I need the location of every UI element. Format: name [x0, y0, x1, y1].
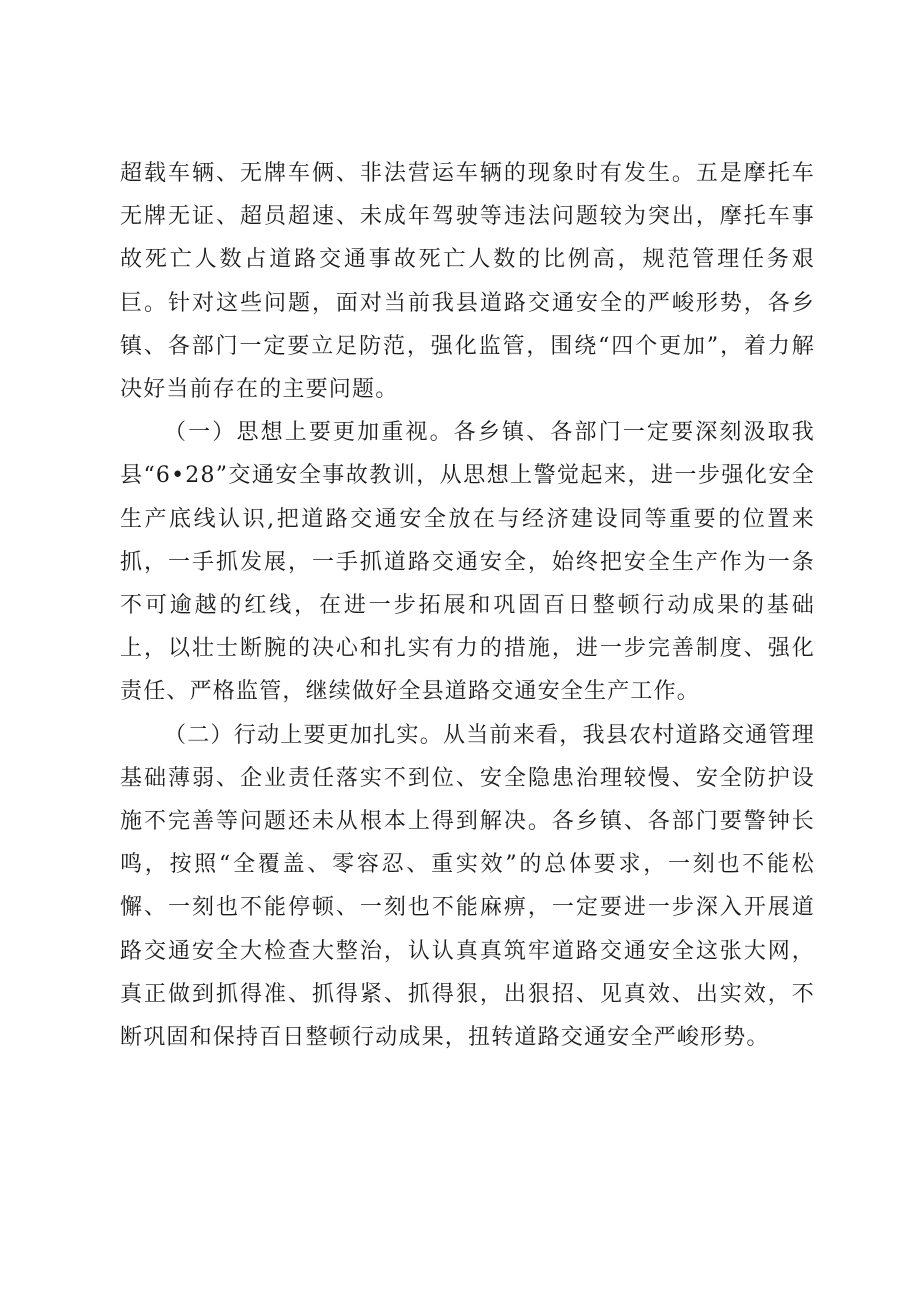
document-body — [120, 152, 815, 1059]
paragraph-section-one: （一）思想上要更加重视。各乡镇、各部门一定要深刻汲取我县“6•28”交通安全事故教训，从思想上警觉起来，进一步强化安全生产底线认识,把道路交通安全放在与经济建设同等重要的位置来抓，一手抓发展，一手抓道路交通安全，始终把安全生产作为一条不可逾越的红线，在进一步拓展和巩固百日整顿行动成果的基础上，以壮士断腕的决心和扎实有力的措施，进一步完善制度、强化责任、严格监管，继续做好全县道路交通安全生产工作。 — [120, 420, 815, 705]
paragraph-continued: 超载车辆、无牌车俩、非法营运车辆的现象时有发生。五是摩托车无牌无证、超员超速、未成年驾驶等违法问题较为突出，摩托车事故死亡人数占道路交通事故死亡人数的比例高，规范管理任务艰巨。针对这些问题，面对当前我县道路交通安全的严峻形势，各乡镇、各部门一定要立足防范，强化监管，围绕“四个更加”，着力解决好当前存在的主要问题。 — [120, 161, 815, 403]
paragraph-section-two: （二）行动上要更加扎实。从当前来看，我县农村道路交通管理基础薄弱、企业责任落实不到位、安全隐患治理较慢、安全防护设施不完善等问题还未从根本上得到解决。各乡镇、各部门要警钟长鸣，按照“全覆盖、零容忍、重实效”的总体要求，一刻也不能松懈、一刻也不能停顿、一刻也不能麻痹，一定要进一步深入开展道路交通安全大检查大整治，认认真真筑牢道路交通安全这张大网，真正做到抓得准、抓得紧、抓得狠，出狠招、见真效、出实效，不断巩固和保持百日整顿行动成果，扭转道路交通安全严峻形势。 — [120, 722, 815, 1051]
